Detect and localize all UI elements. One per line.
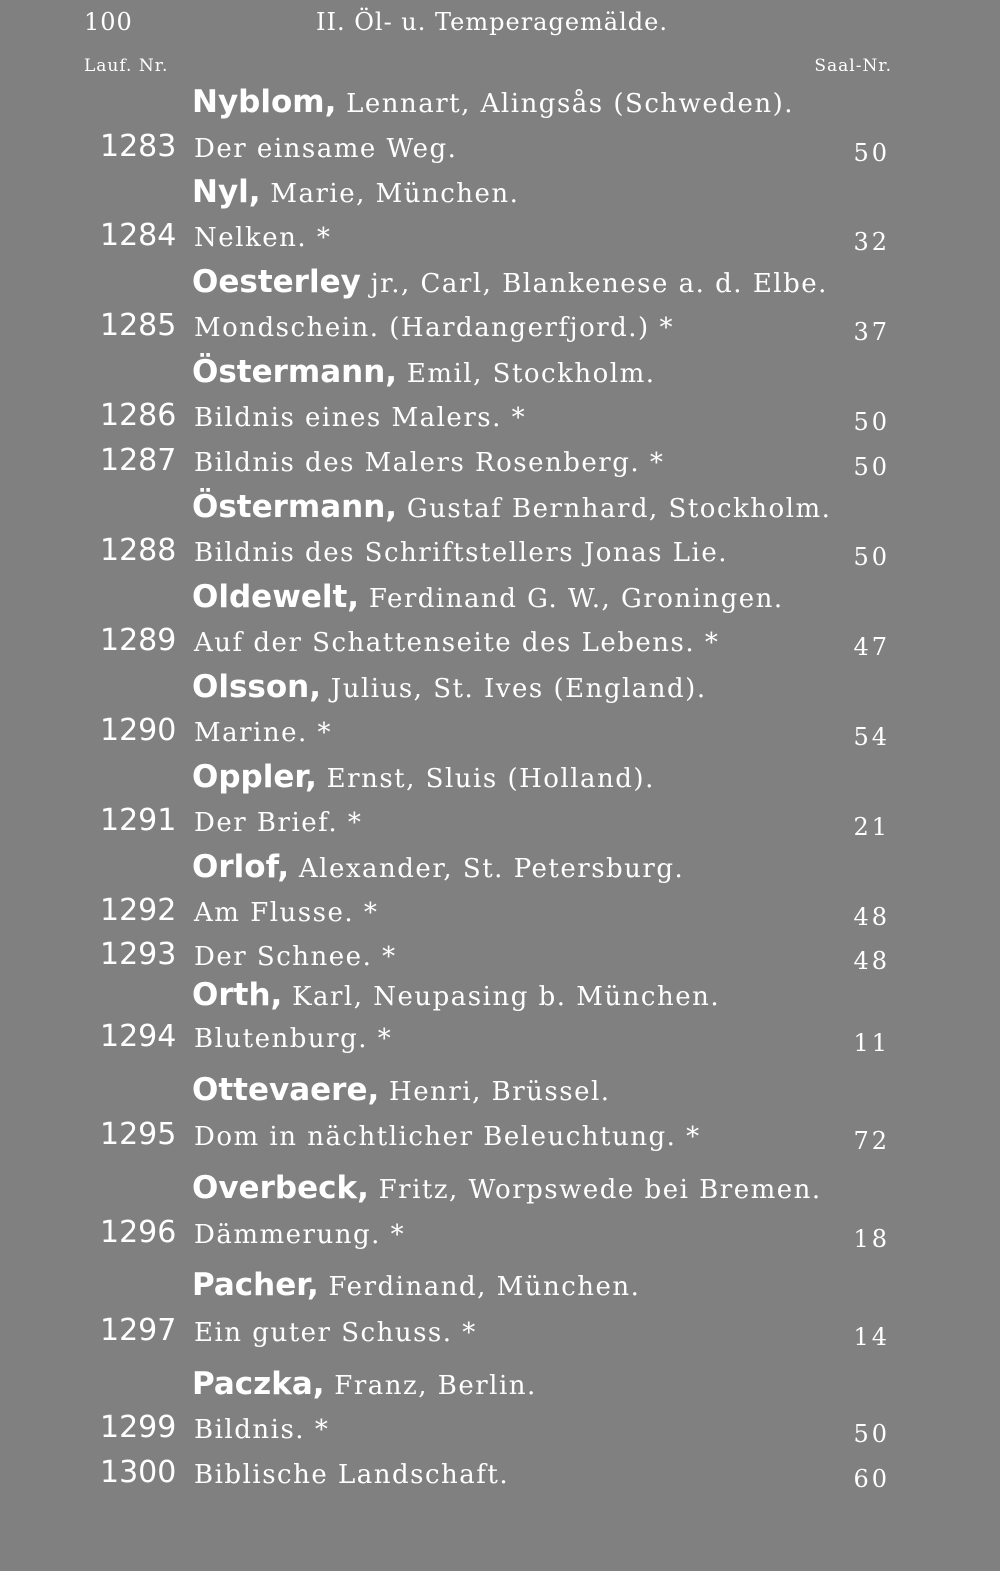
hall-number: 21 — [853, 813, 890, 841]
hall-number: 54 — [853, 723, 890, 751]
artist-details: Ferdinand G. W., Groningen. — [359, 584, 784, 614]
item-title: Bildnis des Malers Rosenberg. * — [194, 448, 665, 478]
catalog-item — [84, 531, 894, 571]
item-title: Bildnis des Schriftstellers Jonas Lie. — [194, 538, 729, 568]
artist-entry — [84, 1070, 894, 1110]
catalog-item — [84, 1017, 894, 1057]
artist-entry — [84, 1364, 894, 1404]
catalog-item — [84, 711, 894, 751]
artist-details: Alexander, St. Petersburg. — [289, 854, 685, 884]
column-header-running-number: Lauf. Nr. — [84, 56, 169, 76]
catalog-item — [84, 891, 894, 931]
hall-number: 50 — [853, 139, 890, 167]
artist-name: Nyl, Marie, München. — [192, 174, 520, 210]
catalog-item — [84, 396, 894, 436]
artist-name: Orlof, Alexander, St. Petersburg. — [192, 849, 685, 885]
artist-name: Overbeck, Fritz, Worpswede bei Bremen. — [192, 1170, 822, 1206]
artist-name: Östermann, Gustaf Bernhard, Stockholm. — [192, 489, 832, 525]
artist-name: Olsson, Julius, St. Ives (England). — [192, 669, 707, 705]
item-title: Blutenburg. * — [194, 1024, 393, 1054]
hall-number: 60 — [853, 1465, 890, 1493]
hall-number: 50 — [853, 408, 890, 436]
item-title: Bildnis eines Malers. * — [194, 403, 527, 433]
item-title: Auf der Schattenseite des Lebens. * — [194, 628, 720, 658]
item-number: 1289 — [100, 623, 177, 658]
artist-name: Östermann, Emil, Stockholm. — [192, 354, 656, 390]
catalog-item — [84, 1453, 894, 1493]
item-number: 1299 — [100, 1410, 177, 1445]
artist-details: Franz, Berlin. — [324, 1371, 537, 1401]
item-number: 1295 — [100, 1117, 177, 1152]
item-title: Der einsame Weg. — [194, 134, 458, 164]
item-number: 1288 — [100, 533, 177, 568]
artist-details: Gustaf Bernhard, Stockholm. — [397, 494, 832, 524]
hall-number: 11 — [853, 1029, 890, 1057]
artist-entry — [84, 1265, 894, 1305]
catalog-item — [84, 801, 894, 841]
hall-number: 50 — [853, 453, 890, 481]
hall-number: 50 — [853, 543, 890, 571]
item-number: 1293 — [100, 937, 177, 972]
artist-name: Paczka, Franz, Berlin. — [192, 1366, 537, 1402]
hall-number: 50 — [853, 1420, 890, 1448]
hall-number: 37 — [853, 318, 890, 346]
hall-number: 47 — [853, 633, 890, 661]
artist-name: Oppler, Ernst, Sluis (Holland). — [192, 759, 655, 795]
artist-name: Pacher, Ferdinand, München. — [192, 1267, 641, 1303]
hall-number: 18 — [853, 1225, 890, 1253]
artist-details: Karl, Neupasing b. München. — [282, 982, 721, 1012]
catalog-item — [84, 216, 894, 256]
hall-number: 72 — [853, 1127, 890, 1155]
artist-name: Orth, Karl, Neupasing b. München. — [192, 977, 721, 1013]
item-title: Ein guter Schuss. * — [194, 1318, 477, 1348]
item-number: 1296 — [100, 1215, 177, 1250]
artist-name: Ottevaere, Henri, Brüssel. — [192, 1072, 611, 1108]
artist-details: Julius, St. Ives (England). — [321, 674, 707, 704]
artist-details: Ferdinand, München. — [318, 1272, 641, 1302]
item-number: 1285 — [100, 308, 177, 343]
artist-entry — [84, 352, 894, 392]
item-number: 1292 — [100, 893, 177, 928]
item-number: 1294 — [100, 1019, 177, 1054]
artist-details: Ernst, Sluis (Holland). — [316, 764, 655, 794]
artist-entry — [84, 847, 894, 887]
catalog-item — [84, 1408, 894, 1448]
catalog-item — [84, 306, 894, 346]
artist-entry — [84, 1168, 894, 1208]
artist-details: Marie, München. — [260, 179, 520, 209]
artist-name: Nyblom, Lennart, Alingsås (Schweden). — [192, 84, 794, 120]
item-number: 1286 — [100, 398, 177, 433]
hall-number: 14 — [853, 1323, 890, 1351]
running-head — [84, 8, 894, 38]
artist-entry — [84, 577, 894, 617]
item-title: Der Brief. * — [194, 808, 363, 838]
item-title: Marine. * — [194, 718, 333, 748]
item-title: Der Schnee. * — [194, 942, 397, 972]
hall-number: 48 — [853, 947, 890, 975]
catalog-item — [84, 441, 894, 481]
artist-entry — [84, 82, 894, 122]
item-number: 1284 — [100, 218, 177, 253]
artist-entry — [84, 667, 894, 707]
item-number: 1291 — [100, 803, 177, 838]
artist-entry — [84, 487, 894, 527]
item-title: Mondschein. (Hardangerfjord.) * — [194, 313, 674, 343]
artist-details: Henri, Brüssel. — [379, 1077, 611, 1107]
artist-entry — [84, 757, 894, 797]
artist-entry — [84, 262, 894, 302]
artist-details: jr., Carl, Blankenese a. d. Elbe. — [360, 269, 828, 299]
catalog-item — [84, 621, 894, 661]
catalog-item — [84, 127, 894, 167]
column-headers — [84, 56, 892, 78]
catalog-item — [84, 1115, 894, 1155]
catalog-item — [84, 1311, 894, 1351]
artist-details: Fritz, Worpswede bei Bremen. — [368, 1175, 822, 1205]
hall-number: 48 — [853, 903, 890, 931]
catalog-item — [84, 1213, 894, 1253]
artist-name: Oldewelt, Ferdinand G. W., Groningen. — [192, 579, 784, 615]
item-title: Dom in nächtlicher Beleuchtung. * — [194, 1122, 701, 1152]
artist-name: Oesterley jr., Carl, Blankenese a. d. Elbe. — [192, 264, 828, 300]
item-title: Bildnis. * — [194, 1415, 330, 1445]
artist-details: Lennart, Alingsås (Schweden). — [336, 89, 794, 119]
hall-number: 32 — [853, 228, 890, 256]
item-number: 1290 — [100, 713, 177, 748]
page-number: 100 — [84, 8, 133, 36]
catalog-item — [84, 935, 894, 975]
artist-entry — [84, 975, 894, 1015]
artist-entry — [84, 172, 894, 212]
section-title: II. Öl- u. Temperagemälde. — [316, 8, 668, 36]
item-title: Am Flusse. * — [194, 898, 379, 928]
item-number: 1287 — [100, 443, 177, 478]
item-title: Dämmerung. * — [194, 1220, 406, 1250]
item-number: 1283 — [100, 129, 177, 164]
artist-details: Emil, Stockholm. — [397, 359, 656, 389]
column-header-hall-number: Saal-Nr. — [814, 56, 892, 76]
item-title: Nelken. * — [194, 223, 332, 253]
item-title: Biblische Landschaft. — [194, 1460, 510, 1490]
item-number: 1300 — [100, 1455, 177, 1490]
item-number: 1297 — [100, 1313, 177, 1348]
